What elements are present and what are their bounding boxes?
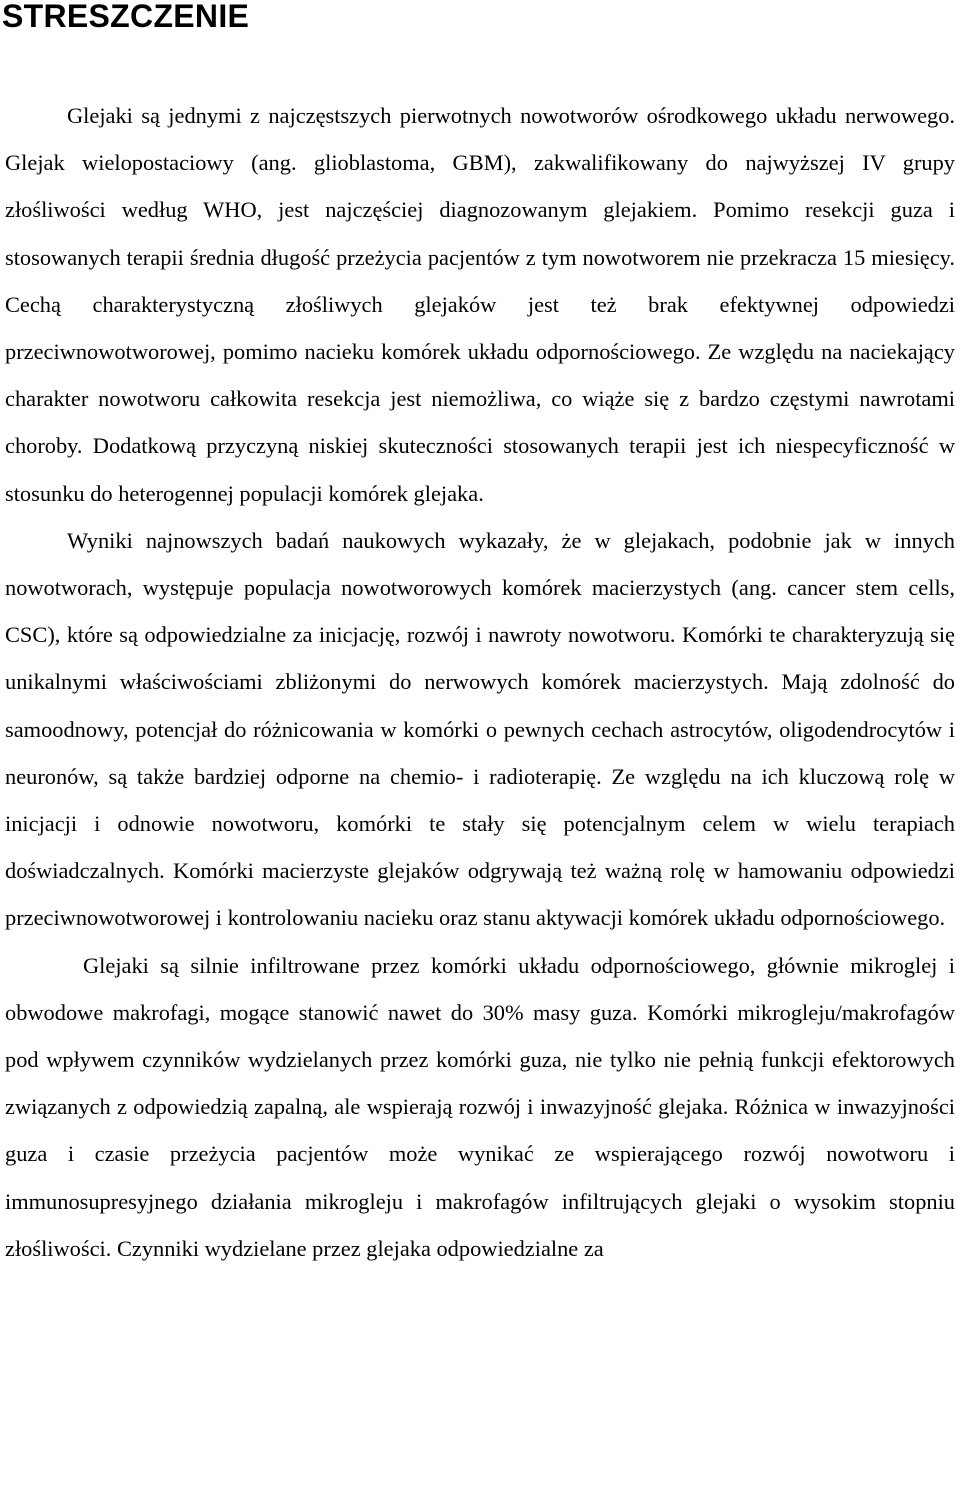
paragraph-cancer-stem-cells: Wyniki najnowszych badań naukowych wykazały, że w glejakach, podobnie jak w innych nowotworach, występuje populacja nowotworowych komórek macierzystych (ang. cancer stem cells, CSC), które są odpowiedzialne za inicjację, rozwój i nawroty nowotworu. Komórki te charakteryzują się unikalnymi właściwościami zbliżonymi do nerwowych komórek macierzystych. Mają zdolność do samoodnowy, potencjał do różnicowania w komórki o pewnych cechach astrocytów, oligodendrocytów i neuronów, są także bardziej odporne na chemio- i radioterapię. Ze względu na ich kluczową rolę w inicjacji i odnowie nowotworu, komórki te stały się potencjalnym celem w wielu terapiach doświadczalnych. Komórki macierzyste glejaków odgrywają też ważną rolę w hamowaniu odpowiedzi przeciwnowotworowej i kontrolowaniu nacieku oraz stanu aktywacji komórek układu odpornościowego. xyxy=(5,527,955,931)
page-title: STRESZCZENIE xyxy=(2,0,250,34)
abstract-body xyxy=(5,92,955,1272)
paragraph-immune-infiltration: Glejaki są silnie infiltrowane przez komórki układu odpornościowego, głównie mikroglej i obwodowe makrofagi, mogące stanowić nawet do 30% masy guza. Komórki mikrogleju/makrofagów pod wpływem czynników wydzielanych przez komórki guza, nie tylko nie pełnią funkcji efektorowych związanych z odpowiedzią zapalną, ale wspierają rozwój i inwazyjność glejaka. Różnica w inwazyjności guza i czasie przeżycia pacjentów może wynikać ze wspierającego rozwój nowotworu i immunosupresyjnego działania mikrogleju i makrofagów infiltrujących glejaki o wysokim stopniu złośliwości. Czynniki wydzielane przez glejaka odpowiedzialne za xyxy=(5,952,955,1261)
paragraph-glioma-overview: Glejaki są jednymi z najczęstszych pierwotnych nowotworów ośrodkowego układu nerwowego. Glejak wielopostaciowy (ang. glioblastoma, GBM), zakwalifikowany do najwyższej IV grupy złośliwości według WHO, jest najczęściej diagnozowanym glejakiem. Pomimo resekcji guza i stosowanych terapii średnia długość przeżycia pacjentów z tym nowotworem nie przekracza 15 miesięcy. Cechą charakterystyczną złośliwych glejaków jest też brak efektywnej odpowiedzi przeciwnowotworowej, pomimo nacieku komórek układu odpornościowego. Ze względu na naciekający charakter nowotworu całkowita resekcja jest niemożliwa, co wiąże się z bardzo częstymi nawrotami choroby. Dodatkową przyczyną niskiej skuteczności stosowanych terapii jest ich niespecyficzność w stosunku do heterogennej populacji komórek glejaka. xyxy=(5,103,955,506)
